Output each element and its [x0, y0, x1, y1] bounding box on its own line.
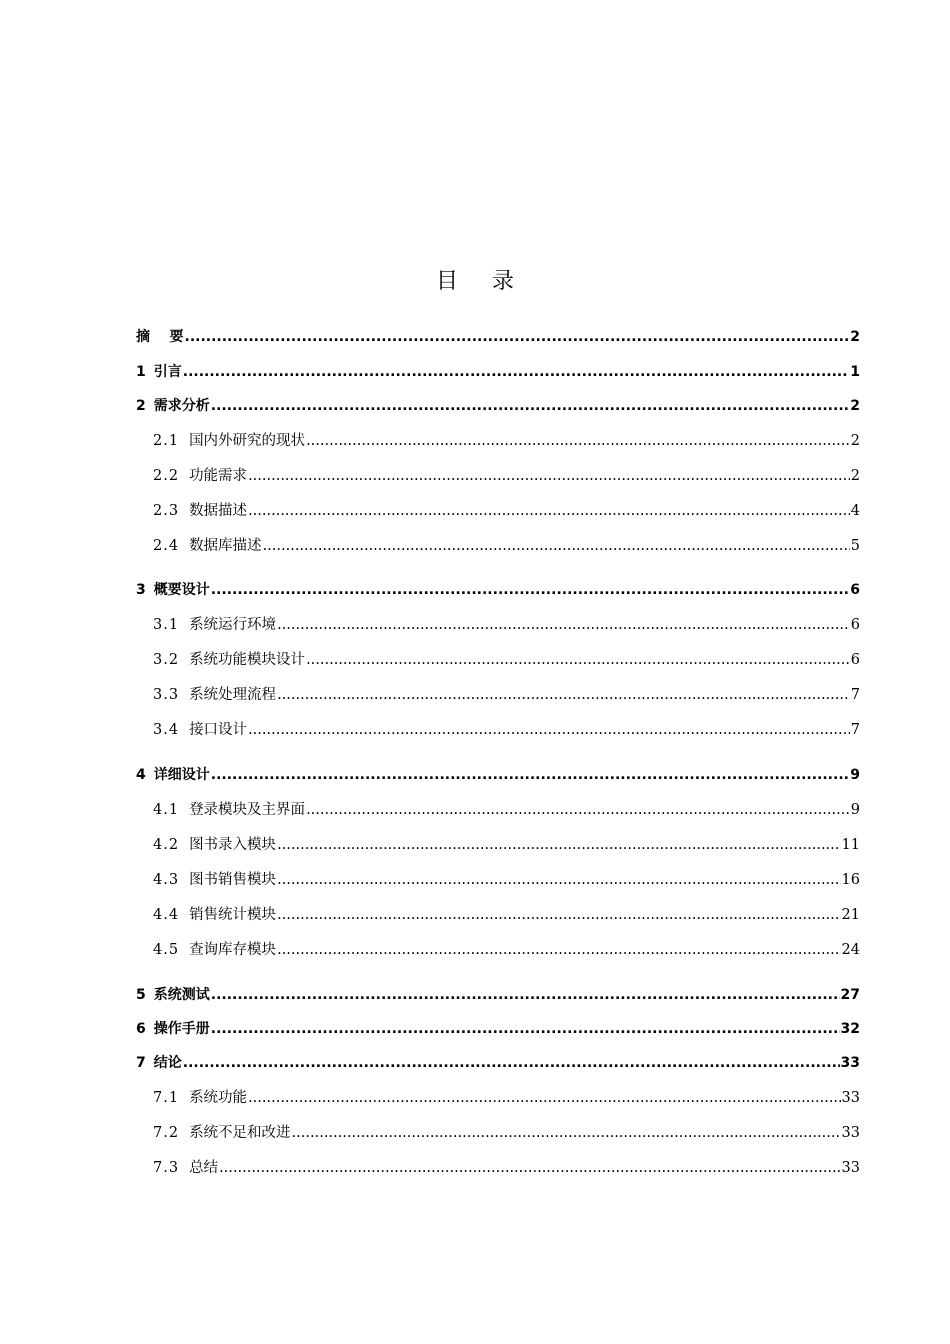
- toc-entry-page: 33: [840, 1055, 860, 1071]
- toc-entry[interactable]: [136, 1123, 860, 1143]
- toc-entry-number: 3: [136, 582, 146, 598]
- toc-entry-page: 9: [850, 802, 860, 818]
- toc-entry-title: 系统运行环境: [189, 617, 277, 633]
- toc-entry-number: 4.3: [153, 872, 180, 888]
- toc-entry-page: 11: [841, 837, 860, 853]
- toc-entry[interactable]: [136, 685, 860, 705]
- toc-entry-number: 7.3: [153, 1160, 180, 1176]
- toc-leader-dots: [248, 720, 850, 740]
- toc-entry-title: 系统不足和改进: [189, 1125, 291, 1141]
- toc-entry[interactable]: [136, 1053, 860, 1073]
- toc-leader-dots: [211, 1019, 840, 1039]
- toc-entry-page: 16: [841, 872, 860, 888]
- toc-entry-number: 2.3: [153, 503, 180, 519]
- toc-leader-dots: [277, 905, 840, 925]
- toc-entry-title: 接口设计: [189, 722, 248, 738]
- toc-entry-title: 概要设计: [153, 582, 210, 598]
- toc-entry-number: 4.4: [153, 907, 180, 923]
- toc-entry-page: 4: [850, 503, 860, 519]
- toc-entry-title: 图书销售模块: [189, 872, 277, 888]
- toc-leader-dots: [248, 1088, 840, 1108]
- toc-entry-page: 9: [850, 767, 860, 783]
- toc-leader-dots: [306, 650, 850, 670]
- toc-entry[interactable]: [136, 800, 860, 820]
- toc-entry-title: 需求分析: [153, 398, 210, 414]
- toc-entry[interactable]: [136, 431, 860, 451]
- toc-entry-number: 3.3: [153, 687, 180, 703]
- toc-leader-dots: [183, 362, 850, 382]
- toc-entry[interactable]: [136, 580, 860, 600]
- toc-entry-number: 4.5: [153, 942, 180, 958]
- toc-entry-title: 总结: [189, 1160, 219, 1176]
- toc-entry-title: 图书录入模块: [189, 837, 277, 853]
- toc-entry[interactable]: [136, 985, 860, 1005]
- toc-entry-title: 系统处理流程: [189, 687, 277, 703]
- toc-entry[interactable]: [136, 650, 860, 670]
- toc-entry-number: 4.2: [153, 837, 180, 853]
- toc-entry[interactable]: [136, 940, 860, 960]
- toc-entry[interactable]: [136, 327, 860, 347]
- toc-entry-page: 2: [850, 398, 860, 414]
- toc-entry[interactable]: [136, 1158, 860, 1178]
- toc-entry-title: 登录模块及主界面: [189, 802, 306, 818]
- toc-entry-title: 结论: [153, 1055, 182, 1071]
- toc-entry[interactable]: [136, 536, 860, 556]
- toc-entry-page: 7: [850, 722, 860, 738]
- toc-entry-title: 系统功能模块设计: [189, 652, 306, 668]
- toc-entry-number: 7.2: [153, 1125, 180, 1141]
- toc-entry-title: 系统功能: [189, 1090, 248, 1106]
- toc-leader-dots: [185, 327, 850, 347]
- toc-entry[interactable]: [136, 835, 860, 855]
- toc-leader-dots: [277, 940, 840, 960]
- toc-entry-number: 3.4: [153, 722, 180, 738]
- toc-leader-dots: [263, 536, 850, 556]
- toc-entry-title: 摘 要: [136, 329, 184, 345]
- toc-leader-dots: [248, 501, 850, 521]
- toc-entry[interactable]: [136, 396, 860, 416]
- toc-entry-number: 2: [136, 398, 146, 414]
- toc-entry[interactable]: [136, 1088, 860, 1108]
- toc-entry-title: 销售统计模块: [189, 907, 277, 923]
- toc-entry-title: 数据描述: [189, 503, 248, 519]
- page-title: 目录: [435, 269, 548, 294]
- toc-entry-page: 2: [850, 468, 860, 484]
- toc-leader-dots: [211, 580, 850, 600]
- toc-entry-page: 33: [841, 1160, 860, 1176]
- toc-entry[interactable]: [136, 720, 860, 740]
- toc-leader-dots: [248, 466, 850, 486]
- toc-entry[interactable]: [136, 1019, 860, 1039]
- toc-entry-page: 6: [850, 582, 860, 598]
- toc-leader-dots: [211, 985, 840, 1005]
- toc-leader-dots: [306, 800, 850, 820]
- toc-entry[interactable]: [136, 870, 860, 890]
- toc-leader-dots: [306, 431, 850, 451]
- toc-entry-page: 21: [841, 907, 860, 923]
- toc-entry-page: 7: [850, 687, 860, 703]
- toc-entry-title: 系统测试: [153, 987, 210, 1003]
- toc-entry-page: 6: [850, 617, 860, 633]
- toc-entry-number: 5: [136, 987, 146, 1003]
- toc-entry-number: 6: [136, 1021, 146, 1037]
- toc-entry[interactable]: [136, 765, 860, 785]
- toc-entry-number: 2.1: [153, 433, 180, 449]
- toc-leader-dots: [277, 870, 840, 890]
- toc-leader-dots: [277, 615, 850, 635]
- toc-leader-dots: [277, 685, 850, 705]
- toc-entry-title: 查询库存模块: [189, 942, 277, 958]
- toc-leader-dots: [219, 1158, 840, 1178]
- toc-leader-dots: [277, 835, 840, 855]
- toc-entry-title: 引言: [153, 364, 182, 380]
- toc-entry[interactable]: [136, 466, 860, 486]
- toc-entry[interactable]: [136, 501, 860, 521]
- toc-entry-page: 6: [850, 652, 860, 668]
- toc-entry-page: 27: [840, 987, 860, 1003]
- toc-leader-dots: [183, 1053, 840, 1073]
- toc-entry-number: 2.2: [153, 468, 180, 484]
- toc-entry-number: 7: [136, 1055, 146, 1071]
- toc-entry-title: 国内外研究的现状: [189, 433, 306, 449]
- toc-entry[interactable]: [136, 362, 860, 382]
- toc-entry[interactable]: [136, 615, 860, 635]
- toc-entry-title: 功能需求: [189, 468, 248, 484]
- toc-entry-page: 5: [850, 538, 860, 554]
- toc-entry-number: 4.1: [153, 802, 180, 818]
- toc-entry-number: 3.1: [153, 617, 180, 633]
- toc-entry-page: 33: [841, 1090, 860, 1106]
- toc-entry-page: 24: [841, 942, 860, 958]
- toc-entry-number: 1: [136, 364, 146, 380]
- toc-leader-dots: [211, 396, 850, 416]
- toc-entry-number: 2.4: [153, 538, 180, 554]
- toc-entry[interactable]: [136, 905, 860, 925]
- toc-entry-number: 7.1: [153, 1090, 180, 1106]
- toc-entry-page: 1: [850, 364, 860, 380]
- toc-entry-page: 33: [841, 1125, 860, 1141]
- toc-entry-title: 数据库描述: [189, 538, 262, 554]
- toc-entry-number: 4: [136, 767, 146, 783]
- toc-leader-dots: [292, 1123, 841, 1143]
- toc-entry-page: 2: [850, 433, 860, 449]
- toc-entry-title: 操作手册: [153, 1021, 210, 1037]
- toc-entry-page: 2: [850, 329, 860, 345]
- toc-entry-number: 3.2: [153, 652, 180, 668]
- toc-leader-dots: [211, 765, 850, 785]
- toc-entry-title: 详细设计: [153, 767, 210, 783]
- toc-entry-page: 32: [840, 1021, 860, 1037]
